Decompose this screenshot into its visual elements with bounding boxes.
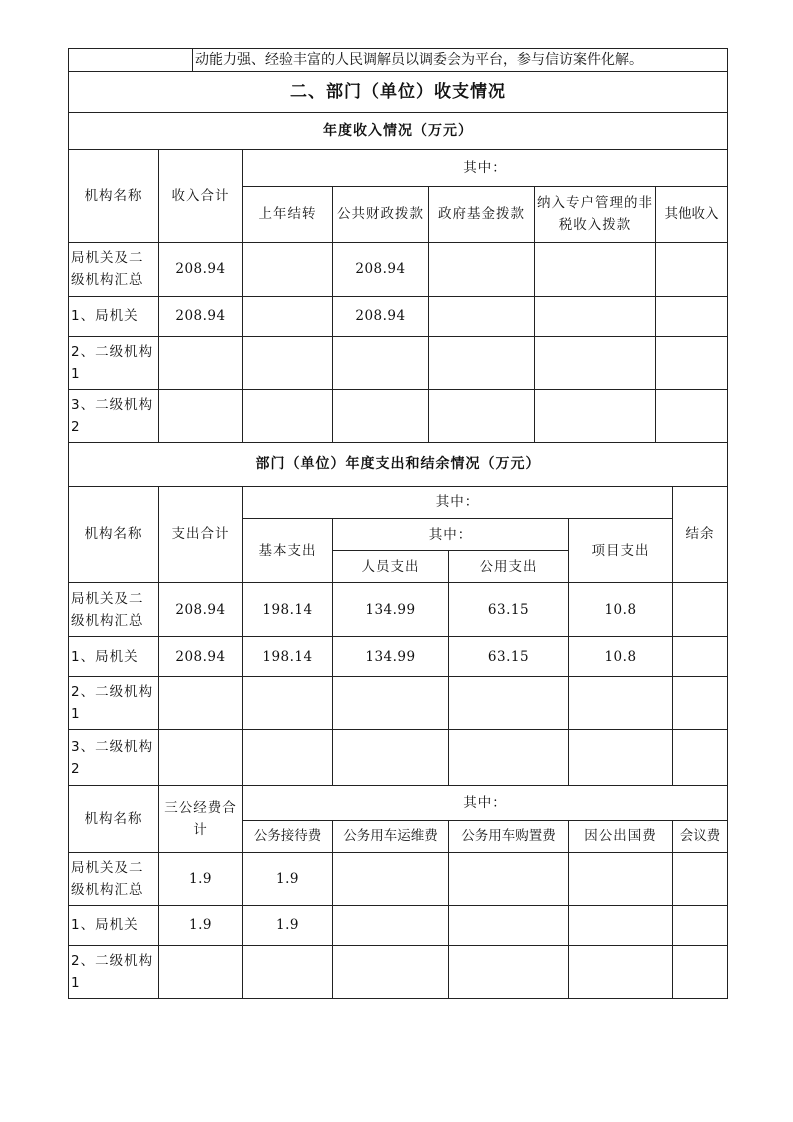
income-other bbox=[656, 336, 728, 389]
three-public-col-reception: 公务接待费 bbox=[243, 820, 333, 852]
three-public-abroad bbox=[569, 945, 673, 998]
row-name: 1、局机关 bbox=[69, 905, 159, 945]
expense-col-project: 项目支出 bbox=[569, 519, 673, 583]
income-col-carry: 上年结转 bbox=[243, 186, 333, 242]
document-page bbox=[68, 48, 727, 999]
income-total: 208.94 bbox=[159, 242, 243, 296]
income-other bbox=[656, 242, 728, 296]
three-public-total: 1.9 bbox=[159, 852, 243, 905]
table-row bbox=[69, 336, 728, 389]
header-table bbox=[68, 48, 728, 150]
three-public-car-ops bbox=[333, 905, 449, 945]
income-nontax bbox=[535, 336, 656, 389]
three-public-col-total: 三公经费合计 bbox=[159, 786, 243, 852]
income-carry bbox=[243, 242, 333, 296]
income-fund bbox=[429, 296, 535, 336]
income-total: 208.94 bbox=[159, 296, 243, 336]
row-name: 2、二级机构1 bbox=[69, 677, 159, 730]
table-row bbox=[69, 242, 728, 296]
expense-total: 208.94 bbox=[159, 637, 243, 677]
table-row bbox=[69, 296, 728, 336]
income-col-public: 公共财政拨款 bbox=[333, 186, 429, 242]
expense-project bbox=[569, 730, 673, 786]
three-public-car-buy bbox=[449, 905, 569, 945]
expense-total bbox=[159, 730, 243, 786]
income-title: 年度收入情况（万元） bbox=[69, 113, 728, 150]
three-public-meeting bbox=[673, 945, 728, 998]
three-public-meeting bbox=[673, 852, 728, 905]
income-col-nontax: 纳入专户管理的非税收入拨款 bbox=[535, 186, 656, 242]
income-fund bbox=[429, 242, 535, 296]
row-name: 2、二级机构1 bbox=[69, 945, 159, 998]
income-other bbox=[656, 389, 728, 442]
expense-balance bbox=[673, 677, 728, 730]
expense-project: 10.8 bbox=[569, 637, 673, 677]
expense-table bbox=[68, 487, 728, 787]
table-row bbox=[69, 583, 728, 637]
income-carry bbox=[243, 389, 333, 442]
three-public-col-of-which: 其中： bbox=[243, 786, 728, 820]
income-total bbox=[159, 336, 243, 389]
intro-text: 动能力强、经验丰富的人民调解员以调委会为平台，参与信访案件化解。 bbox=[193, 49, 728, 72]
income-col-org: 机构名称 bbox=[69, 150, 159, 242]
income-nontax bbox=[535, 389, 656, 442]
expense-personnel bbox=[333, 677, 449, 730]
income-carry bbox=[243, 296, 333, 336]
expense-col-total: 支出合计 bbox=[159, 487, 243, 583]
intro-blank-cell bbox=[69, 49, 193, 72]
expense-col-public-use: 公用支出 bbox=[449, 551, 569, 583]
income-col-of-which: 其中： bbox=[243, 150, 728, 186]
income-public bbox=[333, 336, 429, 389]
three-public-table bbox=[68, 786, 728, 999]
expense-balance bbox=[673, 730, 728, 786]
row-name: 局机关及二级机构汇总 bbox=[69, 583, 159, 637]
expense-basic bbox=[243, 730, 333, 786]
expense-title: 部门（单位）年度支出和结余情况（万元） bbox=[69, 442, 728, 486]
income-col-total: 收入合计 bbox=[159, 150, 243, 242]
expense-col-personnel: 人员支出 bbox=[333, 551, 449, 583]
expense-personnel: 134.99 bbox=[333, 583, 449, 637]
table-row bbox=[69, 945, 728, 998]
expense-basic bbox=[243, 677, 333, 730]
expense-total: 208.94 bbox=[159, 583, 243, 637]
income-col-fund: 政府基金拨款 bbox=[429, 186, 535, 242]
income-col-other: 其他收入 bbox=[656, 186, 728, 242]
section-title: 二、部门（单位）收支情况 bbox=[69, 72, 728, 113]
three-public-col-car-buy: 公务用车购置费 bbox=[449, 820, 569, 852]
income-carry bbox=[243, 336, 333, 389]
expense-total bbox=[159, 677, 243, 730]
expense-col-org: 机构名称 bbox=[69, 487, 159, 583]
three-public-reception: 1.9 bbox=[243, 905, 333, 945]
expense-personnel: 134.99 bbox=[333, 637, 449, 677]
income-public: 208.94 bbox=[333, 242, 429, 296]
table-row bbox=[69, 852, 728, 905]
three-public-meeting bbox=[673, 905, 728, 945]
row-name: 3、二级机构2 bbox=[69, 389, 159, 442]
expense-col-of-which: 其中： bbox=[243, 487, 673, 519]
expense-public-use: 63.15 bbox=[449, 637, 569, 677]
expense-public-use bbox=[449, 730, 569, 786]
row-name: 局机关及二级机构汇总 bbox=[69, 242, 159, 296]
expense-balance bbox=[673, 583, 728, 637]
expense-project bbox=[569, 677, 673, 730]
three-public-reception bbox=[243, 945, 333, 998]
expense-col-balance: 结余 bbox=[673, 487, 728, 583]
table-row bbox=[69, 637, 728, 677]
three-public-abroad bbox=[569, 852, 673, 905]
three-public-col-car-ops: 公务用车运维费 bbox=[333, 820, 449, 852]
table-row bbox=[69, 730, 728, 786]
income-public bbox=[333, 389, 429, 442]
income-total bbox=[159, 389, 243, 442]
expense-project: 10.8 bbox=[569, 583, 673, 637]
income-table bbox=[68, 150, 728, 487]
expense-public-use: 63.15 bbox=[449, 583, 569, 637]
expense-basic: 198.14 bbox=[243, 583, 333, 637]
table-row bbox=[69, 905, 728, 945]
three-public-col-org: 机构名称 bbox=[69, 786, 159, 852]
row-name: 1、局机关 bbox=[69, 296, 159, 336]
three-public-car-buy bbox=[449, 852, 569, 905]
three-public-total bbox=[159, 945, 243, 998]
three-public-total: 1.9 bbox=[159, 905, 243, 945]
income-public: 208.94 bbox=[333, 296, 429, 336]
income-fund bbox=[429, 389, 535, 442]
three-public-car-ops bbox=[333, 852, 449, 905]
row-name: 1、局机关 bbox=[69, 637, 159, 677]
income-nontax bbox=[535, 296, 656, 336]
table-row bbox=[69, 389, 728, 442]
expense-col-basic: 基本支出 bbox=[243, 519, 333, 583]
three-public-reception: 1.9 bbox=[243, 852, 333, 905]
row-name: 3、二级机构2 bbox=[69, 730, 159, 786]
expense-balance bbox=[673, 637, 728, 677]
expense-basic: 198.14 bbox=[243, 637, 333, 677]
expense-public-use bbox=[449, 677, 569, 730]
three-public-col-abroad: 因公出国费 bbox=[569, 820, 673, 852]
row-name: 局机关及二级机构汇总 bbox=[69, 852, 159, 905]
income-nontax bbox=[535, 242, 656, 296]
three-public-car-buy bbox=[449, 945, 569, 998]
table-row bbox=[69, 677, 728, 730]
expense-col-of-which-inner: 其中： bbox=[333, 519, 569, 551]
income-fund bbox=[429, 336, 535, 389]
three-public-abroad bbox=[569, 905, 673, 945]
expense-personnel bbox=[333, 730, 449, 786]
income-other bbox=[656, 296, 728, 336]
row-name: 2、二级机构1 bbox=[69, 336, 159, 389]
three-public-car-ops bbox=[333, 945, 449, 998]
three-public-col-meeting: 会议费 bbox=[673, 820, 728, 852]
